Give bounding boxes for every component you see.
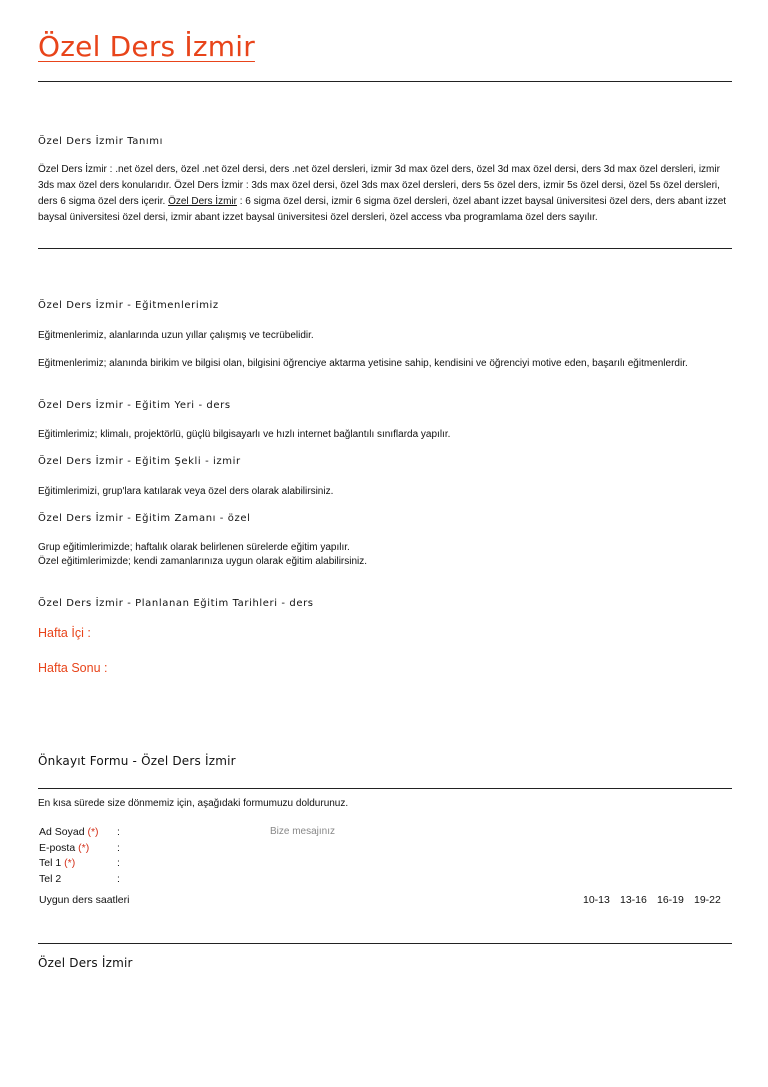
hours-label: Uygun ders saatleri	[39, 894, 130, 906]
divider-intro	[38, 248, 732, 249]
intro-text-2: : 6 sigma özel dersi, izmir 6 sigma özel dersleri, özel abant izzet baysal üniversitesi özel ders, ders abant izzet baysal üniversitesi özel dersi, izmir abant izzet baysal üniversitesi özel dersleri, özel access vba programlama özel ders sayılır.	[38, 196, 727, 223]
field-colon: :	[117, 842, 120, 854]
required-marker: (*)	[87, 826, 99, 838]
field-colon: :	[117, 857, 120, 869]
zaman-paragraph-1: Grup eğitimlerimizde; haftalık olarak belirlenen sürelerde eğitim yapılır.	[38, 542, 350, 553]
field-tel-1[interactable]	[39, 857, 120, 869]
hour-option[interactable]: 16-19	[657, 894, 684, 906]
field-label: Tel 2	[39, 873, 62, 885]
required-marker: (*)	[78, 842, 90, 854]
egitmen-paragraph-2: Eğitmenlerimiz; alanında birikim ve bilgisi olan, bilgisini öğrenciye aktarma yetisine sahip, kendisini ve öğrenciyi motive eden, başarılı eğitmenlerdir.	[38, 358, 688, 369]
field-label: Ad Soyad	[39, 826, 85, 838]
hafta-ici-label: Hafta İçi :	[38, 626, 91, 640]
egitmen-heading: Özel Ders İzmir - Eğitmenlerimiz	[38, 300, 219, 311]
field-colon: :	[117, 826, 120, 838]
form-intro: En kısa sürede size dönmemiz için, aşağıdaki formumuzu doldurunuz.	[38, 798, 349, 809]
intro-paragraph	[38, 162, 732, 226]
intro-heading: Özel Ders İzmir Tanımı	[38, 136, 164, 147]
required-marker: (*)	[64, 857, 76, 869]
field-e-posta[interactable]	[39, 842, 120, 854]
divider-form	[38, 788, 732, 789]
page-title: Özel Ders İzmir	[38, 30, 255, 63]
hafta-sonu-label: Hafta Sonu :	[38, 661, 108, 675]
hour-option[interactable]: 19-22	[694, 894, 721, 906]
zaman-paragraph-2: Özel eğitimlerimizde; kendi zamanlarınıza uygun olarak eğitim alabilirsiniz.	[38, 556, 368, 567]
field-label: Tel 1	[39, 857, 62, 869]
hour-option[interactable]: 10-13	[583, 894, 610, 906]
yer-heading: Özel Ders İzmir - Eğitim Yeri - ders	[38, 400, 231, 411]
yer-paragraph: Eğitimlerimiz; klimalı, projektörlü, güçlü bilgisayarlı ve hızlı internet bağlantılı sınıflarda yapılır.	[38, 429, 451, 440]
field-ad-soyad[interactable]	[39, 826, 120, 838]
divider-footer	[38, 943, 732, 944]
divider-top	[38, 81, 732, 82]
sekil-paragraph: Eğitimlerimizi, grup'lara katılarak veya özel ders olarak alabilirsiniz.	[38, 486, 334, 497]
sekil-heading: Özel Ders İzmir - Eğitim Şekli - izmir	[38, 456, 241, 467]
form-heading: Önkayıt Formu - Özel Ders İzmir	[38, 754, 236, 768]
footer-title: Özel Ders İzmir	[38, 956, 133, 970]
egitmen-paragraph-1: Eğitmenlerimiz, alanlarında uzun yıllar çalışmış ve tecrübelidir.	[38, 330, 314, 341]
field-colon: :	[117, 873, 120, 885]
zaman-heading: Özel Ders İzmir - Eğitim Zamanı - özel	[38, 513, 251, 524]
hour-option[interactable]: 13-16	[620, 894, 647, 906]
intro-text-1: Özel Ders İzmir : .net özel ders, özel .net özel dersi, ders .net özel dersleri, izmir 3d max özel ders, özel 3d max özel dersi, ders 3d max özel dersleri, izmir 3ds max özel ders konularıdır. Özel Ders İzmir : 3ds max özel dersi, özel 3ds max özel dersleri, ders 5s özel ders, izmir 5s özel dersi, özel 5s özel dersleri, ders 6 sigma özel ders içerir.	[38, 164, 720, 207]
field-tel-2[interactable]	[39, 873, 120, 885]
field-label: E-posta	[39, 842, 76, 854]
intro-link[interactable]: Özel Ders İzmir	[168, 196, 237, 207]
message-textarea[interactable]: Bize mesajınız	[270, 826, 336, 837]
plan-heading: Özel Ders İzmir - Planlanan Eğitim Tarihleri - ders	[38, 598, 314, 609]
